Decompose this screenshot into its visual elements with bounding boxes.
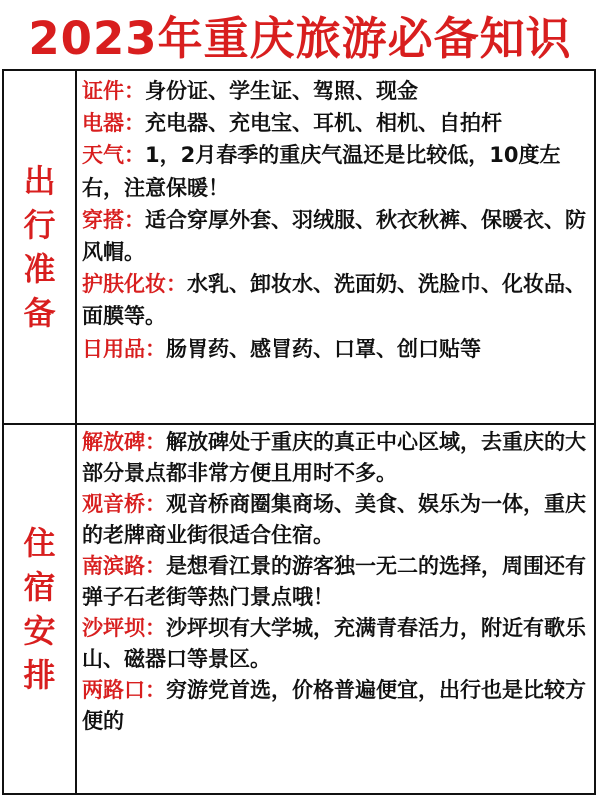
list-item (82, 139, 586, 203)
section-label-char: 排 (23, 656, 56, 694)
list-item (82, 613, 586, 675)
section-label-char: 备 (23, 294, 56, 332)
list-item (82, 268, 586, 332)
section-content (82, 75, 586, 365)
section-label (4, 425, 77, 793)
item-key: 解放碑： (82, 430, 166, 454)
item-text: 1，2月春季的重庆气温还是比较低，10度左右，注意保暖！ (82, 143, 561, 200)
list-item (82, 551, 586, 613)
page-title: 2023年重庆旅游必备知识 (28, 11, 572, 65)
item-key: 两路口： (82, 678, 166, 702)
item-key: 日用品： (82, 336, 166, 361)
item-text: 适合穿厚外套、羽绒服、秋衣秋裤、保暖衣、防风帽。 (82, 207, 586, 265)
section-label-char: 行 (23, 206, 56, 244)
item-text: 充电器、充电宝、耳机、相机、自拍杆 (145, 111, 502, 136)
item-text: 穷游党首选，价格普遍便宜，出行也是比较方便的 (82, 678, 586, 733)
item-text: 观音桥商圈集商场、美食、娱乐为一体，重庆的老牌商业街很适合住宿。 (82, 492, 586, 547)
section-label-char: 出 (23, 162, 56, 200)
item-text: 水乳、卸妆水、洗面奶、洗脸巾、化妆品、面膜等。 (82, 272, 586, 329)
list-item (82, 489, 586, 551)
item-text: 解放碑处于重庆的真正中心区域，去重庆的大部分景点都非常方便且用时不多。 (82, 430, 586, 485)
info-table (2, 69, 596, 795)
item-key: 电器： (82, 111, 145, 136)
section-travel-prep (4, 71, 594, 425)
list-item (82, 204, 586, 268)
item-key: 穿搭： (82, 207, 145, 232)
list-item (82, 75, 586, 107)
item-text: 肠胃药、感冒药、口罩、创口贴等 (166, 336, 481, 361)
item-key: 证件： (82, 79, 145, 103)
list-item (82, 427, 586, 489)
list-item (82, 333, 586, 365)
section-label-char: 宿 (23, 568, 56, 606)
section-accommodation (4, 425, 594, 793)
item-text: 身份证、学生证、驾照、现金 (145, 79, 418, 103)
item-key: 沙坪坝： (82, 616, 166, 640)
item-key: 南滨路： (82, 554, 166, 578)
section-label-char: 安 (23, 612, 56, 650)
section-content (82, 427, 586, 737)
item-text: 沙坪坝有大学城，充满青春活力，附近有歌乐山、磁器口等景区。 (82, 616, 586, 671)
list-item (82, 107, 586, 139)
section-label-char: 住 (23, 524, 56, 562)
item-key: 护肤化妆： (82, 272, 187, 297)
list-item (82, 675, 586, 737)
section-label (4, 71, 77, 423)
item-text: 是想看江景的游客独一无二的选择，周围还有弹子石老街等热门景点哦！ (82, 554, 586, 609)
section-label-char: 准 (23, 250, 56, 288)
item-key: 天气： (82, 143, 145, 168)
item-key: 观音桥： (82, 492, 166, 516)
